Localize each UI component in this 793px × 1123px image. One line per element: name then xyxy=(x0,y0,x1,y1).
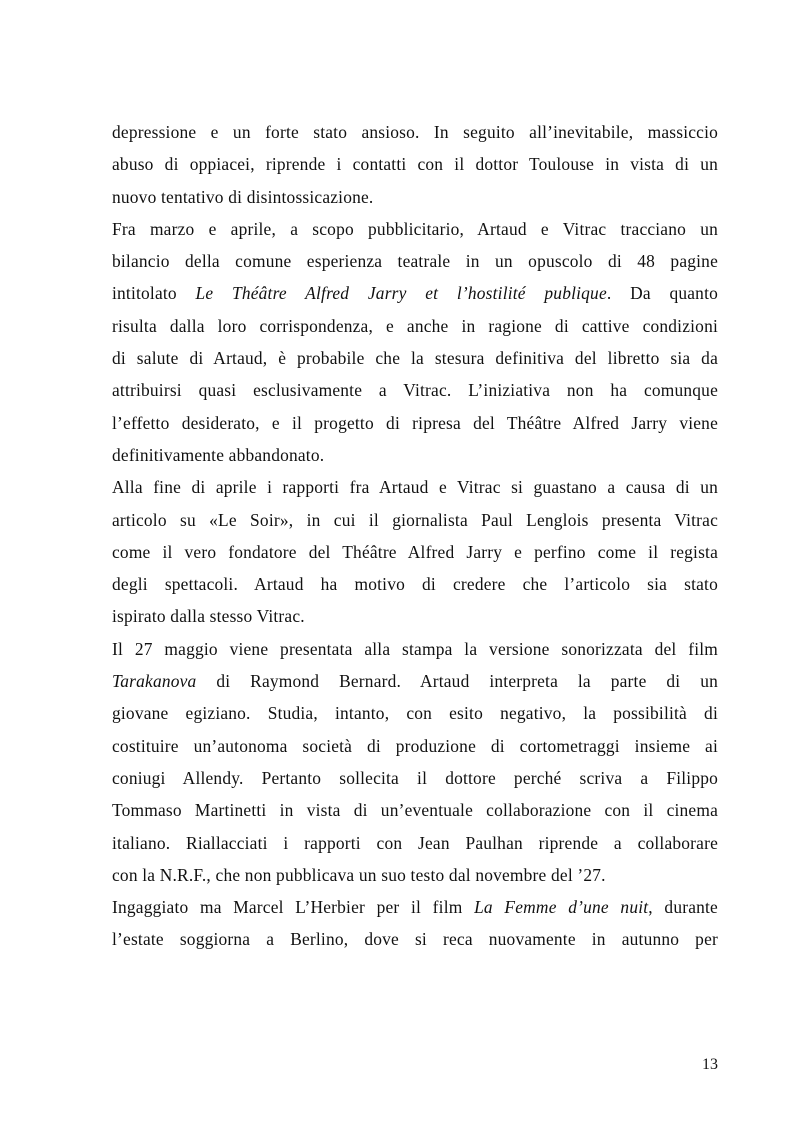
text-line: come il vero fondatore del Théâtre Alfred Jarry e perfino come il regista xyxy=(112,541,718,562)
text-line: abuso di oppiacei, riprende i contatti con il dottor Toulouse in vista di un xyxy=(112,154,718,175)
text-line: Fra marzo e aprile, a scopo pubblicitario, Artaud e Vitrac tracciano un xyxy=(112,218,718,239)
text-line: giovane egiziano. Studia, intanto, con esito negativo, la possibilità di xyxy=(112,703,718,724)
text-line: definitivamente abbandonato. xyxy=(112,444,325,465)
italic-title: Tarakanova xyxy=(112,671,197,692)
text-line: l’estate soggiorna a Berlino, dove si reca nuovamente in autunno per xyxy=(112,929,718,950)
text-line: di salute di Artaud, è probabile che la stesura definitiva del libretto sia da xyxy=(112,348,718,369)
text-line: con la N.R.F., che non pubblicava un suo testo dal novembre del ’27. xyxy=(112,864,606,885)
text-line: italiano. Riallacciati i rapporti con Jean Paulhan riprende a collaborare xyxy=(112,832,718,853)
text-line: attribuirsi quasi esclusivamente a Vitrac. L’iniziativa non ha comunque xyxy=(112,380,718,401)
text-line: articolo su «Le Soir», in cui il giornalista Paul Lenglois presenta Vitrac xyxy=(112,509,718,530)
text-line: bilancio della comune esperienza teatrale in un opuscolo di 48 pagine xyxy=(112,251,718,272)
text-line: intitolato Le Théâtre Alfred Jarry et l’hostilité publique. Da quanto xyxy=(112,283,718,304)
text-line: l’effetto desiderato, e il progetto di ripresa del Théâtre Alfred Jarry viene xyxy=(112,412,718,433)
text-line: degli spettacoli. Artaud ha motivo di credere che l’articolo sia stato xyxy=(112,574,718,595)
text-line: nuovo tentativo di disintossicazione. xyxy=(112,186,374,207)
text-line: ispirato dalla stesso Vitrac. xyxy=(112,606,305,627)
text-line: costituire un’autonoma società di produzione di cortometraggi insieme ai xyxy=(112,735,718,756)
text-line: Ingaggiato ma Marcel L’Herbier per il film La Femme d’une nuit, durante xyxy=(112,897,718,918)
text-line: Alla fine di aprile i rapporti fra Artaud e Vitrac si guastano a causa di un xyxy=(112,477,718,498)
italic-title: La Femme d’une nuit xyxy=(474,897,649,918)
text-line: risulta dalla loro corrispondenza, e anche in ragione di cattive condizioni xyxy=(112,315,718,336)
text-line: Tommaso Martinetti in vista di un’eventuale collaborazione con il cinema xyxy=(112,800,718,821)
page-number: 13 xyxy=(702,1056,718,1073)
text-line: Il 27 maggio viene presentata alla stampa la versione sonorizzata del film xyxy=(112,638,718,659)
text-line: coniugi Allendy. Pertanto sollecita il dottore perché scriva a Filippo xyxy=(112,767,718,788)
text-line: Tarakanova di Raymond Bernard. Artaud interpreta la parte di un xyxy=(112,671,718,692)
text-line: depressione e un forte stato ansioso. In seguito all’inevitabile, massiccio xyxy=(112,122,718,142)
italic-title: Le Théâtre Alfred Jarry et l’hostilité publique xyxy=(195,283,607,304)
body-text xyxy=(112,116,718,956)
